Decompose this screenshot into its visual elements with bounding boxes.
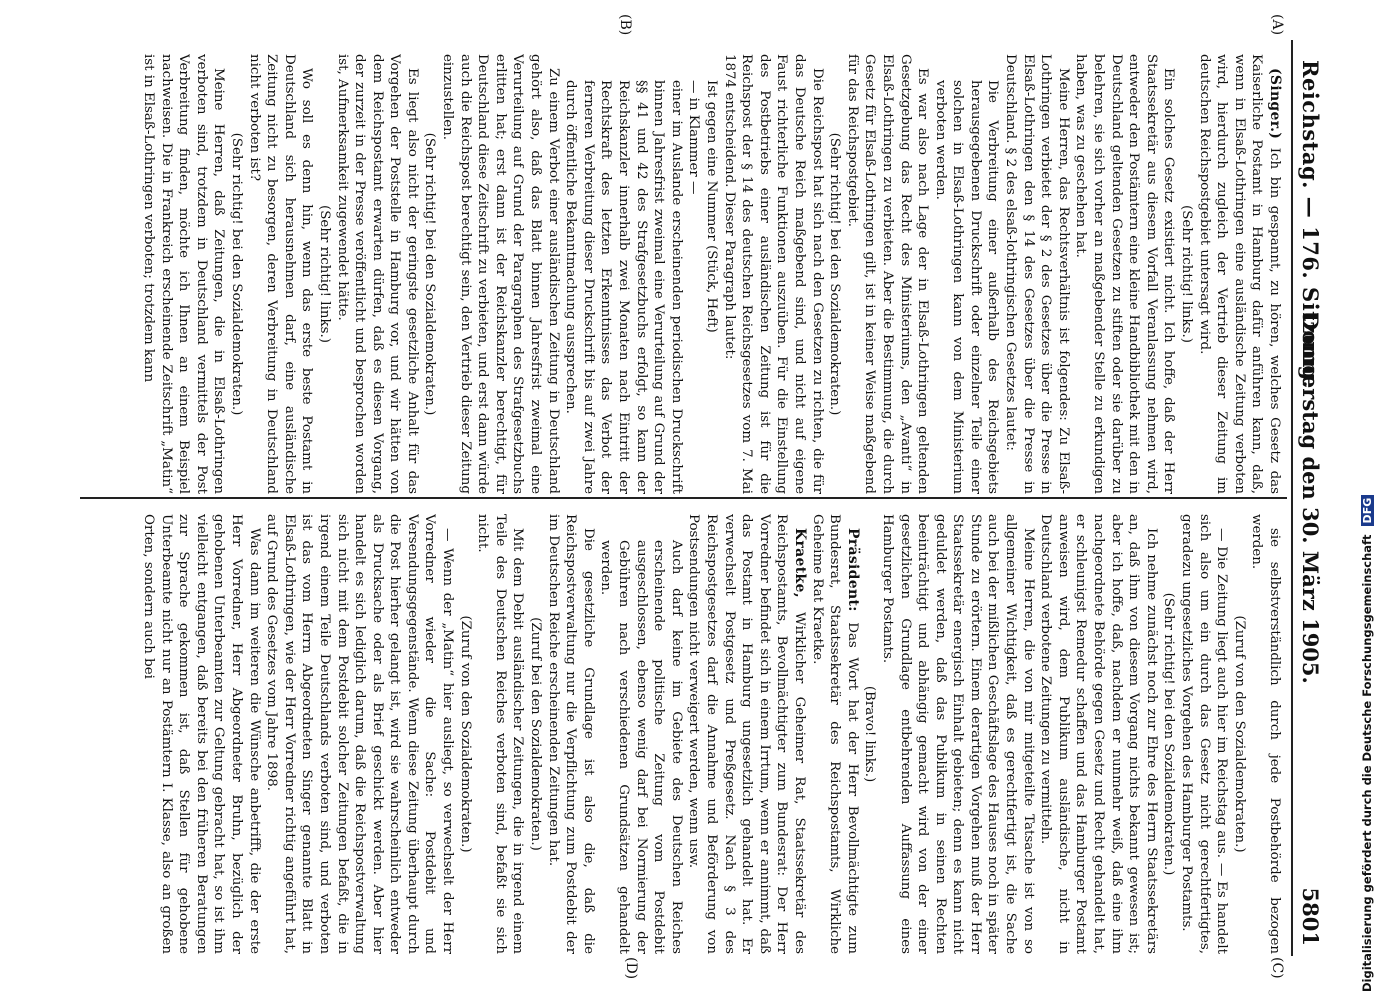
interjection: (Sehr richtig! bei den Sozialdemokraten.) [422, 132, 438, 416]
quoted-law-text: einer im Auslande erscheinenden periodischen Druckschrift binnen Jahresfrist zweimal eine Verurteilung auf Grund der §§ 41 und 42 des Strafgesetzbuchs erfolgt, so kann der Reichskanzler innerhalb zwei Monaten nach Eintritt der Rechtskraft des letzten Erkenntnisses das Verbot der ferneren Verbreitung dieser Druckschrift bis auf zwei Jahre durch öffentliche Bekanntmachung aussprechen. [563, 80, 684, 494]
interjection: (Sehr richtig! bei den Sozialdemokraten.) [228, 132, 244, 416]
speaker-name: (Singer.) [1267, 68, 1283, 148]
margin-marker-a: (A) [1269, 14, 1285, 36]
header-date: Donnerstag den 30. März 1905. [1298, 312, 1323, 684]
quoted-law-text: — in Klammer — [686, 80, 702, 195]
quoted-law-text: Auch darf keine im Gebiete des Deutschen Reiches erscheinende politische Zeitung vom Postdebit ausgeschlossen, ebenso wenig darf bei Normierung der Gebühren nach verschiedenen Grundsätzen gehandelt werden. [598, 540, 684, 954]
text-column-left [80, 54, 1283, 494]
paragraph: Ich nehme zunächst noch zur Ehre des Herrn Staatssekretärs an, daß ihm von diesem Vorgang nichts bekannt gewesen ist; aber ich hoffe, daß, nachdem er nunmehr weiß, daß eine ihm nachgeordnete Behörde gegen Gesetz und Recht gehandelt hat, er schleunigst Remedur schaffen und das Hamburger Postamt anweisen wird, dem Publikum ausländische, nicht in Deutschland verbotene Zeitungen zu vermitteln. [1038, 514, 1159, 954]
paragraph: — Die Zeitung liegt auch hier im Reichstag aus. — Es handelt sich also um ein durch das Gesetz nicht gerechtfertigtes, geradezu ungesetzliches Vorgehen des Hamburger Postamts. [1179, 514, 1230, 954]
paragraph: sie selbstverständlich durch jede Postbehörde bezogen werden. [1249, 514, 1282, 954]
quoted-law-text: Ist gegen eine Nummer (Stück, Heft) [704, 80, 719, 333]
column-divider [80, 497, 1287, 499]
margin-marker-b: (B) [617, 14, 633, 36]
paragraph: Es war also nach Lage der in Elsaß-Lothringen geltenden Gesetzgebung das Recht des Ministeriums, den „Avanti“ in Elsaß-Lothringen zu verbieten. Aber die Bestimmung, die durch Gesetz für Elsaß-Lothringen gilt, ist in keiner Weise maßgebend für das Reichspostgebiet. [844, 54, 931, 494]
paragraph: Die Reichspost hat sich nach den Gesetzen zu richten, die für das Deutsche Reich maßgebend sind, und nicht auf eigene Faust richterliche Funktionen auszuüben. Für die Einstellung des Postbetriebs einer ausländischen Zeitung ist für die Reichspost der § 14 des deutschen Reichsgesetzes vom 7. Mai 1874 entscheidend. Dieser Paragraph lautet: [721, 54, 825, 494]
page-number: 5801 [1298, 887, 1323, 946]
paragraph: (Singer.) Ich bin gespannt, zu hören, welches Gesetz das Kaiserliche Postamt in Hamburg dafür anführen kann, daß, wenn in Elsaß-Lothringen eine ausländische Zeitung verboten wird, hierdurch zugleich der Vertrieb dieser Zeitung im deutschen Reichspostgebiet untersagt wird. [1196, 54, 1283, 494]
paragraph: Zu einem Verbot einer ausländischen Zeitung in Deutschland gehört also, daß das Blatt binnen Jahresfrist zweimal eine Verurteilung auf Grund der Paragraphen des Strafgesetzbuchs erlitten hat; erst dann ist der Reichskanzler berechtigt, für Deutschland diese Zeitschrift zu verbieten, und erst dann würde auch die Reichspost berechtigt sein, den Vertrieb dieser Zeitung einzustellen. [440, 54, 561, 494]
paragraph: Die gesetzliche Grundlage ist also die, daß die Reichspostverwaltung nur die Verpflichtung zum Postdebit der im Deutschen Reiche erscheinenden Zeitungen hat. [545, 514, 596, 954]
credit-text: Digitalisierung gefördert durch die Deutsche Forschungsgemeinschaft [1360, 534, 1374, 992]
interjection: (Sehr richtig! bei den Sozialdemokraten.) [1161, 592, 1177, 876]
paragraph: Präsident: Das Wort hat der Herr Bevollmächtigte zum Bundesrat, Staatssekretär des Reichspostamts, Wirkliche Geheime Rat Kraetke. [809, 514, 861, 954]
header-session: Reichstag. — 176. Sitzung. [1298, 60, 1323, 389]
quoted-law-text: Die Verbreitung einer außerhalb des Reichsgebiets herausgegebenen Druckschrift oder einzelner Teile einer solchen in Elsaß-Lothringen kann von dem Ministerium verboten werden. [932, 80, 1001, 494]
page-header [1291, 40, 1327, 956]
speaker-name: Präsident: [844, 528, 861, 623]
margin-marker-d: (D) [623, 957, 639, 980]
interjection: (Zuruf von den Sozialdemokraten.) [1231, 615, 1247, 853]
digitization-credit [1360, 2, 1374, 992]
interjection: (Sehr richtig! links.) [316, 205, 332, 343]
interjection: (Zuruf bei den Sozialdemokraten.) [528, 617, 544, 851]
paragraph: Ein solches Gesetz existiert nicht. Ich hoffe, daß der Herr Staatssekretär aus diesem Vorfall Veranlassung nehmen wird, entweder den Postämtern eine kleine Handbibliothek mit den in Deutschland geltenden Gesetzen zu stiften oder sie darüber zu belehren, sie sich vorher an maßgebender Stelle zu erkundigen haben, was zu geschehen hat. [1073, 54, 1177, 494]
interjection: (Bravo! links.) [862, 685, 878, 783]
margin-marker-c: (C) [1269, 957, 1285, 979]
interjection: (Zuruf von den Sozialdemokraten.) [457, 615, 473, 853]
paragraph: Meine Herren, daß Zeitungen, die in Elsaß-Lothringen verboten sind, trotzdem in Deutschland vermittels der Post Verbreitung finden, möchte ich Ihnen an einem Beispiel nachweisen. Die in Frankreich erscheinende Zeitschrift „Matin“ ist in Elsaß-Lothringen verboten; trotzdem kann [141, 54, 227, 494]
paragraph: Meine Herren, die von mir mitgeteilte Tatsache ist von so allgemeiner Wichtigkeit, daß es gerechtfertigt ist, die Sache auch bei der mißlichen Geschäftslage des Hauses noch in später Stunde zu erörtern. Einem derartigen Vorgehen muß der Herr Staatssekretär energisch Einhalt gebieten; denn es kann nicht geduldet werden, daß das Publikum in seinen Rechten beeinträchtigt und abhängig gemacht wird von der einer gesetzlichen Grundlage entbehrenden Auffassung eines Hamburger Postamts. [879, 514, 1036, 954]
paragraph: Kraetke, Wirklicher Geheimer Rat, Staatssekretär des Reichspostamts, Bevollmächtigter zum Bundesrat: Der Herr Vorredner befindet sich in einem Irrtum, wenn er annimmt, daß das Postamt in Hamburg ungesetzlich gehandelt hat. Er verwechselt Postgesetz und Preßgesetz. Nach § 3 des Reichspostgesetzes darf die Annahme und Beförderung von Postsendungen nicht verweigert werden, wenn usw. [686, 514, 808, 954]
speaker-name: Kraetke, [791, 528, 808, 613]
paragraph: Was dann im weiteren die Wünsche anbetrifft, die der erste Herr Vorredner, Herr Abgeordneter Bruhn, bezüglich der gehobenen Unterbeamten zur Geltung gebracht hat, so ist ihm vielleicht entgangen, daß bereits bei den früheren Beratungen zur Sprache gekommen ist, daß Stellen für gehobene Unterbeamte nicht nur an Postämtern I. Klasse, also an großen Orten, sondern auch bei [141, 514, 262, 954]
interjection: (Sehr richtig! links.) [1179, 205, 1195, 343]
text-column-right [80, 514, 1283, 954]
paragraph: Es liegt also nicht der geringste gesetzliche Anhalt für das Vorgehen der Poststelle in Hamburg vor, und wir hätten von dem Reichspostamt erwarten dürfen, daß es diesen Vorgang, der zurzeit in der Presse veröffentlicht und besprochen worden ist, Aufmerksamkeit zugewendet hätte. [334, 54, 420, 494]
interjection: (Sehr richtig! bei den Sozialdemokraten.) [827, 132, 843, 416]
paragraph: Mit dem Debit ausländischer Zeitungen, die in irgend einem Teile des Deutschen Reiches verboten sind, befaßt sie sich nicht. [475, 514, 526, 954]
paragraph: — Wenn der „Matin“ hier ausliegt, so verwechselt der Herr Vorredner wieder die Sache: Postdebit und Versendungsgegenstände. Wenn diese Zeitung überhaupt durch die Post hierher gelangt ist, wird sie wahrscheinlich entweder als Drucksache oder als Brief geschickt werden. Aber hier handelt es sich lediglich darum, daß die Reichspostverwaltung sich nicht mit dem Postdebit solcher Zeitungen befaßt, die in irgend einem Teile Deutschlands verboten sind, und verboten ist das vom Herrn Abgeordneten Singer genannte Blatt in Elsaß-Lothringen, wie der Herr Vorredner richtig angeführt hat, auf Grund des Gesetzes vom Jahre 1898. [264, 514, 456, 954]
paragraph: Wo soll es denn hin, wenn das erste beste Postamt in Deutschland sich herausnehmen darf, eine ausländische Zeitung nicht zu besorgen, deren Verbreitung in Deutschland nicht verboten ist? [246, 54, 315, 494]
paragraph: Meine Herren, das Rechtsverhältnis ist folgendes: Zu Elsaß-Lothringen verbietet der § 2 des Gesetzes über die Presse in Elsaß-Lothringen den § 14 des Gesetzes über die Presse in Deutschland. § 2 des elsaß-lothringischen Gesetzes lautet: [1003, 54, 1071, 494]
dfg-logo: DFG [1361, 495, 1374, 527]
